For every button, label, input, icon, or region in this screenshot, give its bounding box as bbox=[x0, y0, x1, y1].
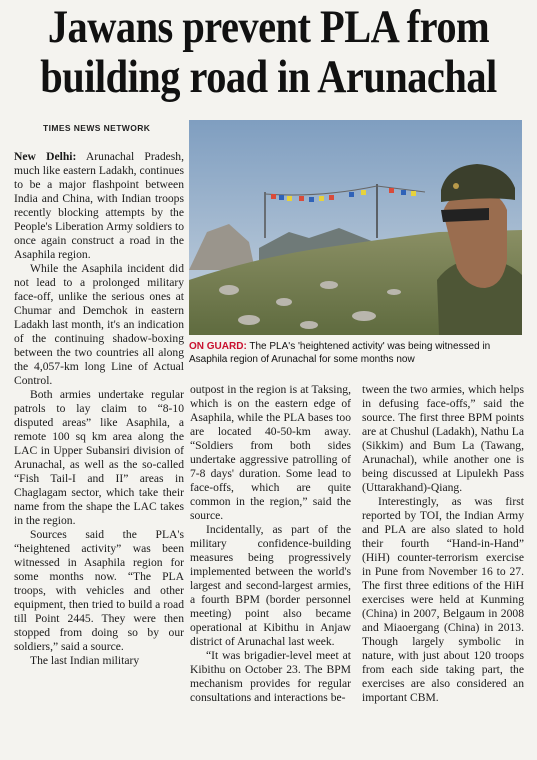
paragraph bbox=[14, 150, 184, 262]
headline-line-2: building road in Arunachal bbox=[40, 51, 497, 103]
article-column-2 bbox=[190, 383, 351, 705]
paragraph: outpost in the region is at Taksing, which is on the eastern edge of Asaphila, while the PLA bases too are located 40-50-km away. “Soldiers from both sides undertake aggressive patrolling of 7-8 days' duration. Some lead to face-offs, which are quite common in the region,” said the source. bbox=[190, 383, 351, 522]
paragraph: Both armies undertake regular patrols to lay claim to “8-10 disputed areas” like Asaphila, a remote 100 sq km area along the LAC in Upper Subansiri division of Arunachal, as well as the so-called “Fish Tail-I and II” areas in Chaglagam sector, which take their name from the shape the LAC takes in the region. bbox=[14, 388, 184, 527]
caption-text: The PLA's 'heightened activity' was being witnessed in Asaphila region of Arunachal for some months now bbox=[189, 341, 491, 365]
caption-tag: ON GUARD: bbox=[189, 341, 247, 352]
paragraph-text: Arunachal Pradesh, much like eastern Ladakh, continues to be a major flashpoint between India and China, with Indian troops recently blocking attempts by the People's Liberation Army soldiers to once again construct a road in the Asaphila region. bbox=[14, 150, 184, 261]
paragraph: While the Asaphila incident did not lead to a prolonged military face-off, unlike the serious ones at Chumar and Demchok in eastern Ladakh last month, it's an indication of the continuing shadow-boxing between the two countries all along the 4,057-km long Line of Actual Control. bbox=[14, 262, 184, 387]
paragraph: Interestingly, as was first reported by TOI, the Indian Army and PLA are also slated to hold their fourth “Hand-in-Hand” (HiH) counter-terrorism exercise in Pune from November 16 to 27. The first three editions of the HiH exercises were held at Kunming (China) in 2007, Belgaum in 2008 and Miaoergang (China) in 2013. Though largely symbolic in nature, with just about 120 troops from each side taking part, the exercises are also considered an important CBM. bbox=[362, 495, 524, 704]
byline: TIMES NEWS NETWORK bbox=[43, 123, 151, 133]
headline bbox=[38, 2, 500, 102]
paragraph: “It was brigadier-level meet at Kibithu on October 23. The BPM mechanism provides for regular consultations and interactions be- bbox=[190, 649, 351, 704]
headline-line-1: Jawans prevent PLA from bbox=[47, 1, 490, 53]
dateline: New Delhi: bbox=[14, 150, 77, 163]
paragraph: Sources said the PLA's “heightened activity” was been witnessed in Asaphila region for some months now. “The PLA troops, with vehicles and other equipment, then tried to build a road till Point 2445. They were then stopped from doing so by our soldiers,” said a source. bbox=[14, 528, 184, 653]
paragraph: The last Indian military bbox=[30, 654, 140, 667]
news-photo bbox=[189, 120, 522, 335]
article-column-3 bbox=[362, 383, 524, 705]
article-column-1 bbox=[14, 150, 184, 668]
photo-caption bbox=[189, 340, 522, 366]
photo-illustration bbox=[189, 120, 522, 335]
paragraph: tween the two armies, which helps in defusing face-offs,” said the source. The first three BPM points are at Chushul (Ladakh), Nathu La (Sikkim) and Bum La (Tawang, Arunachal), while another one is being discussed at Lipulekh Pass (Uttarakhand)-Qiang. bbox=[362, 383, 524, 494]
paragraph: Incidentally, as part of the military confidence-building measures being progressively implemented between the world's largest and second-largest armies, a fourth BPM (border personnel meeting) point also became operational at Kibithu in Anjaw district of Arunachal last week. bbox=[190, 523, 351, 648]
